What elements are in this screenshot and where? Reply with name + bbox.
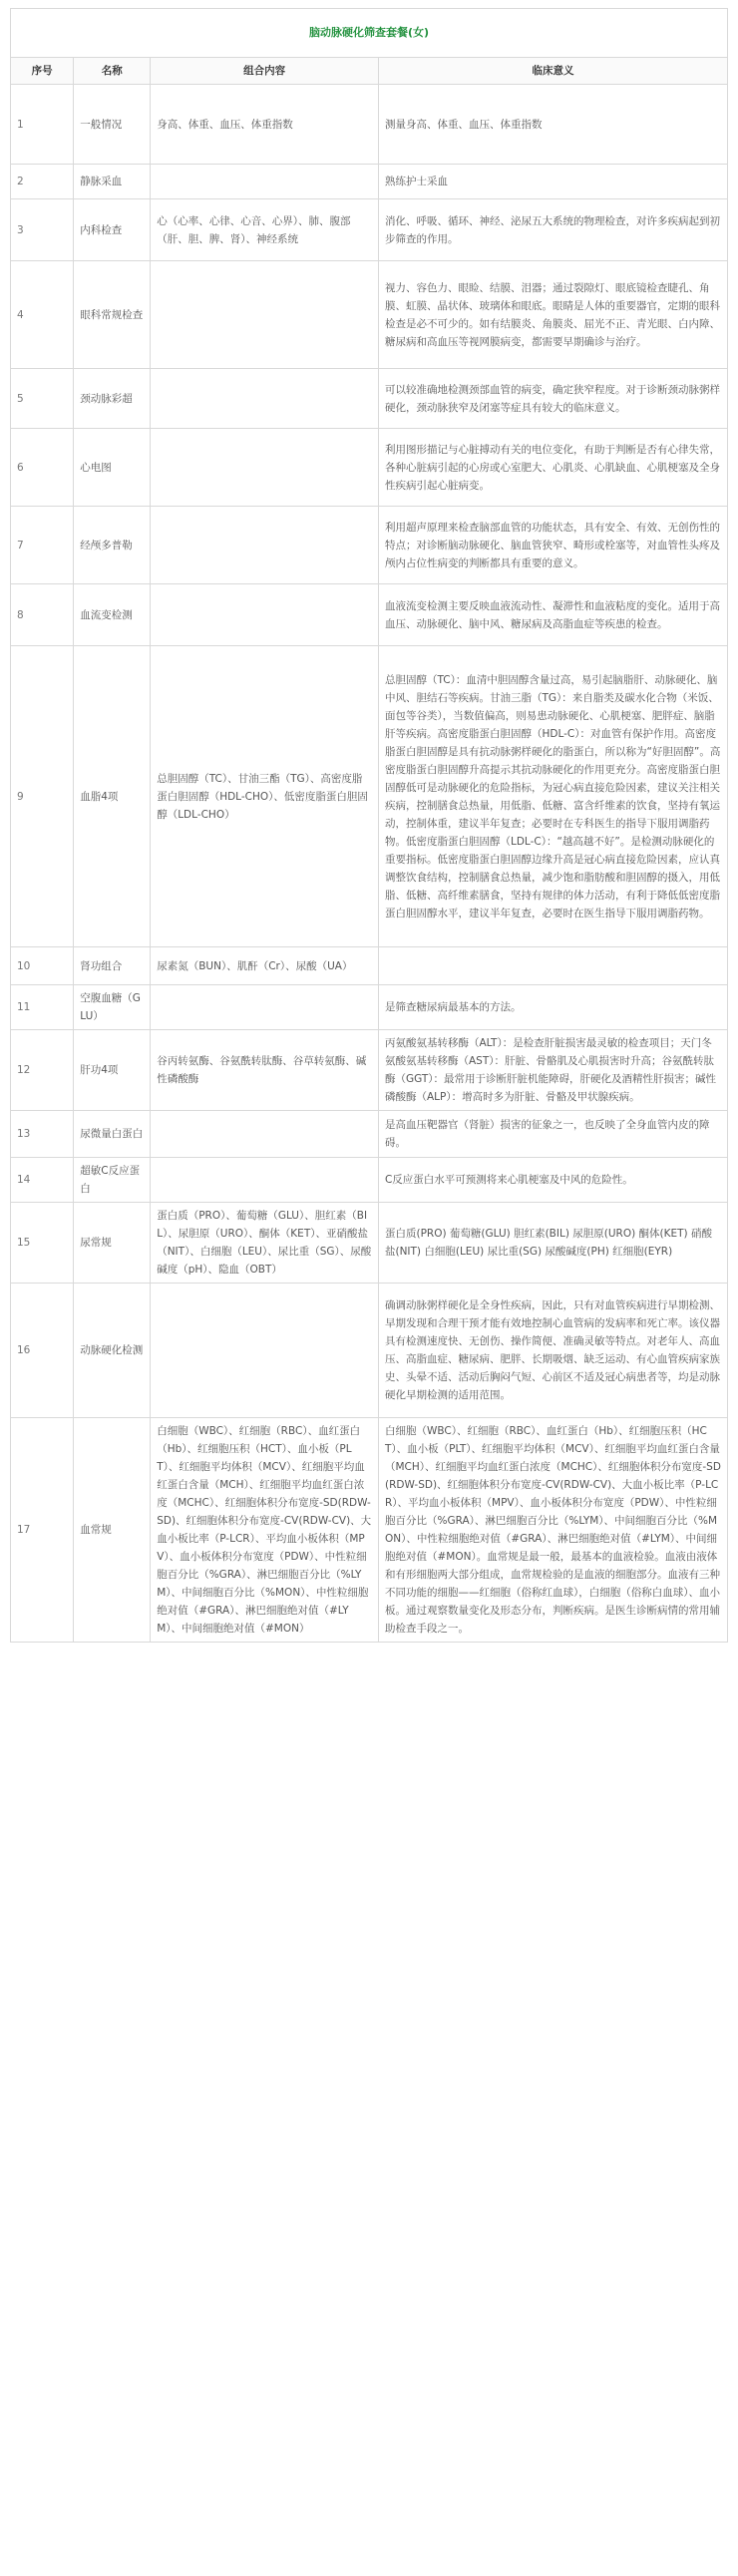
row-combo: 蛋白质（PRO）、葡萄糖（GLU）、胆红素（BIL）、尿胆原（URO）、酮体（KET）、亚硝酸盐（NIT）、白细胞（LEU）、尿比重（SG）、尿酸碱度（pH）、隐血（OBT）: [151, 1203, 379, 1284]
row-significance: 可以较准确地检测颈部血管的病变，确定狭窄程度。对于诊断颈动脉粥样硬化，颈动脉狭窄及闭塞等症具有较大的临床意义。: [378, 369, 727, 429]
row-no: 15: [11, 1203, 74, 1284]
row-combo: [151, 985, 379, 1030]
row-name: 内科检查: [74, 199, 151, 261]
row-no: 3: [11, 199, 74, 261]
row-no: 5: [11, 369, 74, 429]
row-combo: [151, 507, 379, 584]
row-name: 肾功组合: [74, 947, 151, 985]
row-combo: 尿素氮（BUN）、肌酐（Cr）、尿酸（UA）: [151, 947, 379, 985]
table-row: [11, 1284, 728, 1418]
row-name: 尿常规: [74, 1203, 151, 1284]
exam-package-table: [10, 8, 728, 1643]
header-row: [11, 58, 728, 85]
row-combo: 总胆固醇（TC）、甘油三酯（TG）、高密度脂蛋白胆固醇（HDL-CHO）、低密度脂蛋白胆固醇（LDL-CHO）: [151, 646, 379, 947]
table-row: [11, 261, 728, 369]
table-row: [11, 507, 728, 584]
row-significance: 熟练护士采血: [378, 165, 727, 199]
row-significance: 丙氨酸氨基转移酶（ALT）：是检查肝脏损害最灵敏的检查项目；天门冬氨酸氨基转移酶（AST）：肝脏、骨骼肌及心肌损害时升高；谷氨酰转肽酶（GGT）：最常用于诊断肝脏机能障碍，肝硬化及酒精性肝损害；碱性磷酸酶（ALP）：增高时多为肝脏、骨骼及甲状腺疾病。: [378, 1030, 727, 1111]
row-combo: 心（心率、心律、心音、心界）、肺、腹部（肝、胆、脾、肾）、神经系统: [151, 199, 379, 261]
row-name: 心电图: [74, 429, 151, 507]
row-name: 超敏C反应蛋白: [74, 1158, 151, 1203]
row-significance: 总胆固醇（TC）：血清中胆固醇含量过高，易引起脑脂肝、动脉硬化、脑中风、胆结石等疾病。甘油三脂（TG）：来自脂类及碳水化合物（米饭、面包等谷类），当数值偏高，则易患动脉硬化、心肌梗塞、肥胖症、脑脂肝等疾病。高密度脂蛋白胆固醇（HDL-C）：对血管有保护作用。高密度脂蛋白胆固醇是具有抗动脉粥样硬化的脂蛋白，所以称为“好胆固醇”。高密度脂蛋白胆固醇升高提示其抗动脉硬化的作用更充分。高密度脂蛋白胆固醇低可是动脉硬化的危险指标，为冠心病直接危险因素，建议关注相关疾病，控制膳食总热量，用低脂、低糖、富含纤维素的饮食，坚持有氧运动，控制体重，建议半年复查；必要时在专科医生的指导下服用调脂药物。低密度脂蛋白胆固醇（LDL-C）：“越高越不好”。是检测动脉硬化的重要指标。低密度脂蛋白胆固醇边缘升高是冠心病直接危险因素，应认真调整饮食结构，控制膳食总热量，减少饱和脂肪酸和胆固醇的摄入，用低脂、低糖、高纤维素膳食，坚持有规律的体力活动，有利于降低低密度脂蛋白胆固醇水平，建议半年复查，必要时在医生指导下服用调脂药物。: [378, 646, 727, 947]
row-combo: 白细胞（WBC）、红细胞（RBC）、血红蛋白（Hb）、红细胞压积（HCT）、血小板（PLT）、红细胞平均体积（MCV）、红细胞平均血红蛋白含量（MCH）、红细胞平均血红蛋白浓度（MCHC）、红细胞体积分布宽度-SD(RDW-SD)、红细胞体积分布宽度-CV(RDW-CV)、大血小板比率（P-LCR）、平均血小板体积（MPV）、血小板体积分布宽度（PDW）、中性粒细胞百分比（%GRA）、淋巴细胞百分比（%LYM）、中间细胞百分比（%MON）、中性粒细胞绝对值（#GRA）、淋巴细胞绝对值（#LYM）、中间细胞绝对值（#MON）: [151, 1418, 379, 1643]
table-title: 脑动脉硬化筛查套餐(女): [11, 9, 728, 58]
row-combo: 身高、体重、血压、体重指数: [151, 85, 379, 165]
row-significance: 消化、呼吸、循环、神经、泌尿五大系统的物理检查，对许多疾病起到初步筛查的作用。: [378, 199, 727, 261]
row-name: 血脂4项: [74, 646, 151, 947]
row-name: 眼科常规检查: [74, 261, 151, 369]
row-combo: [151, 1158, 379, 1203]
row-significance: 测量身高、体重、血压、体重指数: [378, 85, 727, 165]
row-combo: [151, 261, 379, 369]
row-no: 1: [11, 85, 74, 165]
table-row: [11, 1111, 728, 1158]
row-no: 4: [11, 261, 74, 369]
table-row: [11, 947, 728, 985]
table-row: [11, 985, 728, 1030]
row-combo: [151, 429, 379, 507]
table-row: [11, 646, 728, 947]
table-row: [11, 1418, 728, 1643]
table-row: [11, 165, 728, 199]
table-row: [11, 369, 728, 429]
header-name: 名称: [74, 58, 151, 85]
table-row: [11, 199, 728, 261]
table-row: [11, 85, 728, 165]
row-significance: 血液流变检测主要反映血液流动性、凝滞性和血液粘度的变化。适用于高血压、动脉硬化、脑中风、糖尿病及高脂血症等疾患的检查。: [378, 584, 727, 646]
title-row: [11, 9, 728, 58]
table-row: [11, 1203, 728, 1284]
row-significance: 是高血压靶器官（肾脏）损害的征象之一，也反映了全身血管内皮的障碍。: [378, 1111, 727, 1158]
row-name: 血流变检测: [74, 584, 151, 646]
table-row: [11, 1030, 728, 1111]
row-significance: 白细胞（WBC）、红细胞（RBC）、血红蛋白（Hb）、红细胞压积（HCT）、血小板（PLT）、红细胞平均体积（MCV）、红细胞平均血红蛋白含量（MCH）、红细胞平均血红蛋白浓度（MCHC）、红细胞体积分布宽度-SD(RDW-SD)、红细胞体积分布宽度-CV(RDW-CV)、大血小板比率（P-LCR）、平均血小板体积（MPV）、血小板体积分布宽度（PDW）、中性粒细胞百分比（%GRA）、淋巴细胞百分比（%LYM）、中间细胞百分比（%MON）、中性粒细胞绝对值（#GRA）、淋巴细胞绝对值（#LYM）、中间细胞绝对值（#MON）。血常规是最一般，最基本的血液检验。血液由液体和有形细胞两大部分组成，血常规检验的是血液的细胞部分。血液有三种不同功能的细胞——红细胞（俗称红血球），白细胞（俗称白血球）、血小板。通过观察数量变化及形态分布，判断疾病。是医生诊断病情的常用辅助检查手段之一。: [378, 1418, 727, 1643]
row-name: 空腹血糖（GLU）: [74, 985, 151, 1030]
table-row: [11, 1158, 728, 1203]
row-name: 血常规: [74, 1418, 151, 1643]
row-no: 8: [11, 584, 74, 646]
row-combo: [151, 584, 379, 646]
row-combo: [151, 1284, 379, 1418]
row-name: 静脉采血: [74, 165, 151, 199]
exam-package-document: [10, 8, 728, 1643]
row-no: 17: [11, 1418, 74, 1643]
row-no: 7: [11, 507, 74, 584]
row-name: 一般情况: [74, 85, 151, 165]
row-significance: 利用图形描记与心脏搏动有关的电位变化，有助于判断是否有心律失常，各种心脏病引起的心房或心室肥大、心肌炎、心肌缺血、心肌梗塞及全身性疾病引起心脏病变。: [378, 429, 727, 507]
table-row: [11, 584, 728, 646]
row-name: 动脉硬化检测: [74, 1284, 151, 1418]
row-combo: [151, 165, 379, 199]
row-name: 尿微量白蛋白: [74, 1111, 151, 1158]
row-name: 肝功4项: [74, 1030, 151, 1111]
row-combo: 谷丙转氨酶、谷氨酰转肽酶、谷草转氨酶、碱性磷酸酶: [151, 1030, 379, 1111]
row-no: 12: [11, 1030, 74, 1111]
row-no: 2: [11, 165, 74, 199]
row-significance: [378, 947, 727, 985]
row-no: 10: [11, 947, 74, 985]
row-combo: [151, 1111, 379, 1158]
table-row: [11, 429, 728, 507]
row-no: 13: [11, 1111, 74, 1158]
row-no: 9: [11, 646, 74, 947]
row-significance: 确调动脉粥样硬化是全身性疾病，因此，只有对血管疾病进行早期检测、早期发现和合理干预才能有效地控制心血管病的发病率和死亡率。该仪器具有检测速度快、无创伤、操作简便、准确灵敏等特点。对老年人、高血压、高脂血症、糖尿病、肥胖、长期吸烟、缺乏运动、有心血管疾病家族史、头晕不适、活动后胸闷气短、心前区不适及冠心病患者等，均是动脉硬化早期检测的适用范围。: [378, 1284, 727, 1418]
header-no: 序号: [11, 58, 74, 85]
row-significance: 视力、容色力、眼睑、结膜、泪器；通过裂隙灯、眼底镜检查睫孔、角膜、虹膜、晶状体、玻璃体和眼底。眼睛是人体的重要器官，定期的眼科检查是必不可少的。如有结膜炎、角膜炎、屈光不正、青光眼、白内障、糖尿病和高血压等视网膜病变，都需要早期确诊与治疗。: [378, 261, 727, 369]
row-significance: 是筛查糖尿病最基本的方法。: [378, 985, 727, 1030]
row-combo: [151, 369, 379, 429]
row-name: 颈动脉彩超: [74, 369, 151, 429]
row-significance: 利用超声原理来检查脑部血管的功能状态，具有安全、有效、无创伤性的特点；对诊断脑动脉硬化、脑血管狭窄、畸形或栓塞等，对血管性头疼及颅内占位性病变的判断都具有重要的意义。: [378, 507, 727, 584]
header-combo: 组合内容: [151, 58, 379, 85]
header-significance: 临床意义: [378, 58, 727, 85]
row-name: 经颅多普勒: [74, 507, 151, 584]
row-no: 16: [11, 1284, 74, 1418]
row-no: 11: [11, 985, 74, 1030]
row-significance: C反应蛋白水平可预测将来心肌梗塞及中风的危险性。: [378, 1158, 727, 1203]
row-no: 14: [11, 1158, 74, 1203]
row-significance: 蛋白质(PRO) 葡萄糖(GLU) 胆红素(BIL) 尿胆原(URO) 酮体(KET) 硝酸盐(NIT) 白细胞(LEU) 尿比重(SG) 尿酸碱度(PH) 红细胞(EYR): [378, 1203, 727, 1284]
row-no: 6: [11, 429, 74, 507]
